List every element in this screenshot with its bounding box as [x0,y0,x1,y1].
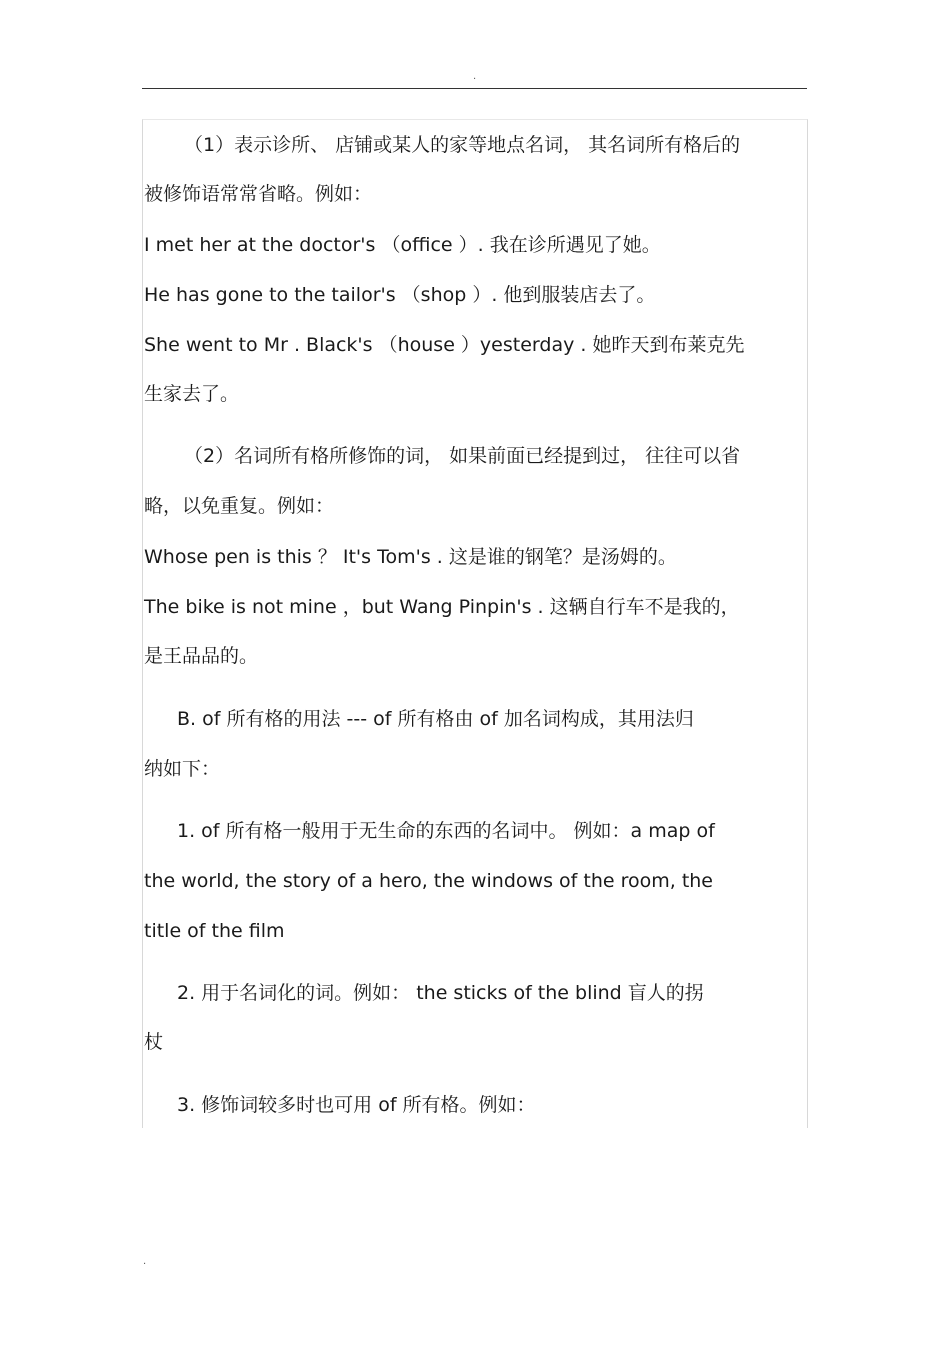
header-mark: . [473,71,477,82]
header-rule [142,88,807,89]
footer-mark: . [143,1256,147,1267]
paragraph-2-line-1: （2）名词所有格所修饰的词， 如果前面已经提到过， 往往可以省 [184,445,741,467]
section-b-line-1: B. of 所有格的用法 --- of 所有格由 of 加名词构成，其用法归 [177,708,694,730]
example-2: He has gone to the tailor's （shop ）. 他到服装店去了。 [144,284,656,306]
example-3-line-1: She went to Mr . Black's （house ）yesterday . 她昨天到布莱克先 [144,334,745,356]
example-5-line-1: The bike is not mine ，but Wang Pinpin's . 这辆自行车不是我的， [144,596,740,618]
example-1: I met her at the doctor's （office ）. 我在诊所遇见了她。 [144,234,661,256]
item-2-line-1: 2. 用于名词化的词。例如： the sticks of the blind 盲人的拐 [177,982,704,1004]
item-2-line-2: 杖 [144,1031,164,1053]
paragraph-2-line-2: 略，以免重复。例如： [144,495,335,517]
example-4: Whose pen is this ？ It's Tom's . 这是谁的钢笔？是汤姆的。 [144,546,677,568]
example-5-line-2: 是王品品的。 [144,645,259,667]
content-frame [142,119,808,1128]
item-1-line-2: the world, the story of a hero, the windows of the room, the [144,870,713,892]
section-b-line-2: 纳如下： [144,758,221,780]
item-1-line-3: title of the film [144,920,285,942]
paragraph-1-line-1: （1）表示诊所、 店铺或某人的家等地点名词， 其名词所有格后的 [184,134,741,156]
paragraph-1-line-2: 被修饰语常常省略。例如： [144,183,373,205]
item-3-line-1: 3. 修饰词较多时也可用 of 所有格。例如： [177,1094,536,1116]
example-3-line-2: 生家去了。 [144,383,240,405]
item-1-line-1: 1. of 所有格一般用于无生命的东西的名词中。 例如：a map of [177,820,715,842]
